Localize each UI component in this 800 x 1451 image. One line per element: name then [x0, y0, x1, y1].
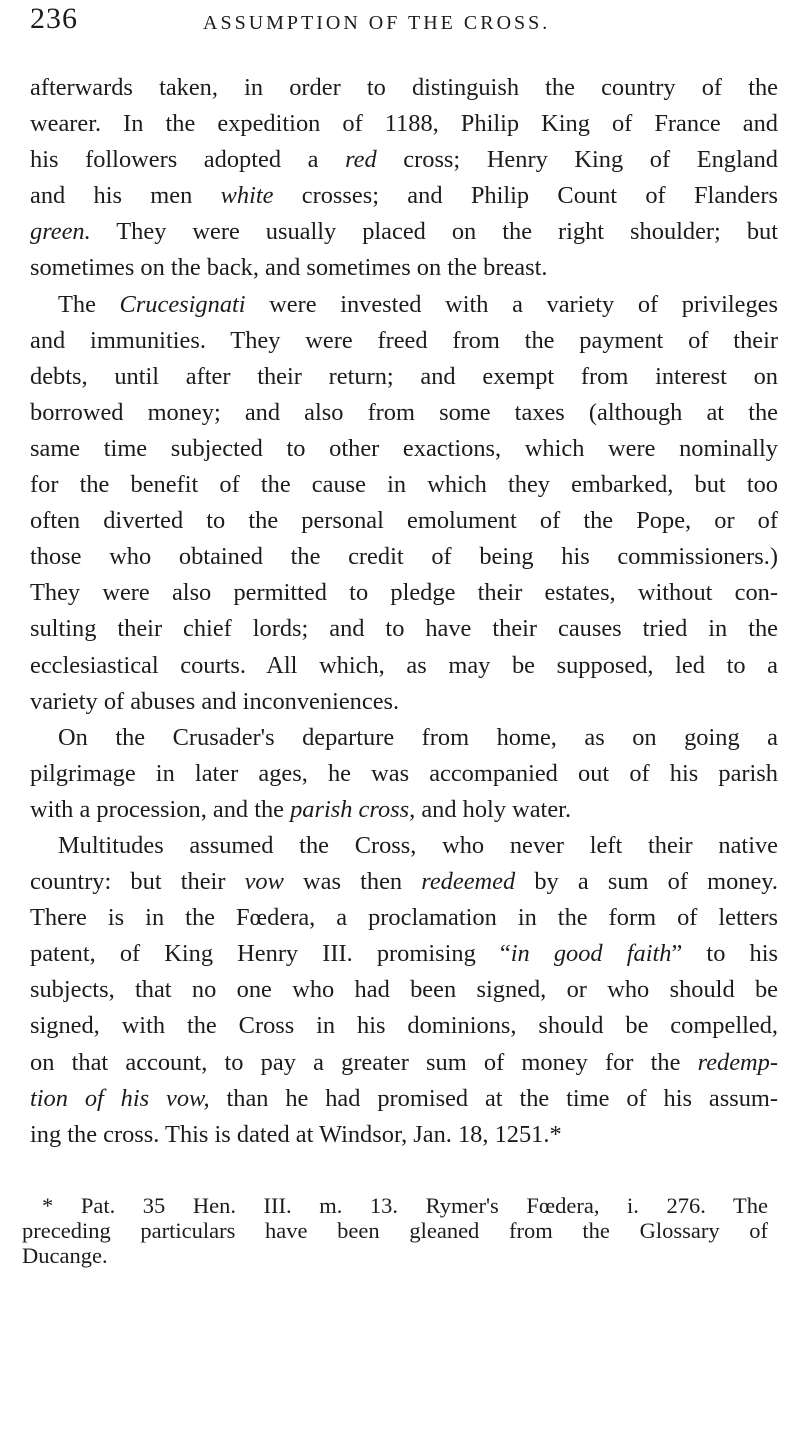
text-line: afterwards taken, in order to distinguish the country of the — [30, 74, 778, 101]
text-line: his followers adopted a red cross; Henry King of England — [30, 146, 778, 174]
text-line: signed, with the Cross in his dominions, should be compelled, — [30, 1012, 778, 1040]
text-line: pilgrimage in later ages, he was accompanied out of his parish — [30, 759, 778, 787]
page-header — [0, 0, 800, 50]
text-line: for the benefit of the cause in which they embarked, but too — [30, 471, 778, 499]
text-line: those who obtained the credit of being his commissioners.) — [30, 543, 778, 571]
text-line: debts, until after their return; and exempt from interest on — [30, 362, 778, 390]
text-line: sulting their chief lords; and to have their causes tried in the — [30, 615, 778, 643]
footnote-line: Ducange. — [22, 1243, 108, 1268]
text-line: There is in the Fœdera, a proclamation in the form of letters — [30, 904, 778, 932]
text-line: ing the cross. This is dated at Windsor, Jan. 18, 1251.* — [30, 1120, 562, 1148]
text-line: They were also permitted to pledge their estates, without con- — [30, 579, 778, 607]
body-text — [30, 70, 778, 1153]
footnote-line: preceding particulars have been gleaned from the Glossary of — [22, 1218, 768, 1243]
text-line: subjects, that no one who had been signed, or who should be — [30, 976, 778, 1004]
text-line: ecclesiastical courts. All which, as may be supposed, led to a — [30, 651, 778, 679]
text-line: on that account, to pay a greater sum of money for the redemp- — [30, 1048, 778, 1076]
text-line: The Crucesignati were invested with a variety of privileges — [58, 290, 778, 318]
text-line: patent, of King Henry III. promising “in good faith” to his — [30, 940, 778, 968]
text-line: green. They were usually placed on the right shoulder; but — [30, 218, 778, 246]
text-line: same time subjected to other exactions, which were nominally — [30, 434, 778, 462]
running-head: ASSUMPTION OF THE CROSS. — [203, 12, 551, 34]
text-line: Multitudes assumed the Cross, who never left their native — [58, 831, 778, 859]
text-line: and immunities. They were freed from the payment of their — [30, 326, 778, 354]
text-line: On the Crusader's departure from home, as on going a — [58, 723, 778, 751]
text-line: often diverted to the personal emolument of the Pope, or of — [30, 507, 778, 535]
text-line: country: but their vow was then redeemed by a sum of money. — [30, 868, 778, 896]
text-line: wearer. In the expedition of 1188, Philip King of France and — [30, 110, 778, 138]
text-line: and his men white crosses; and Philip Count of Flanders — [30, 182, 778, 210]
text-line: variety of abuses and inconveniences. — [30, 687, 400, 715]
text-line: borrowed money; and also from some taxes (although at the — [30, 398, 778, 426]
text-line: tion of his vow, than he had promised at the time of his assum- — [30, 1084, 778, 1112]
footnote — [22, 1193, 768, 1268]
page-number: 236 — [30, 2, 78, 35]
footnote-line: * Pat. 35 Hen. III. m. 13. Rymer's Fœdera, i. 276. The — [42, 1193, 768, 1218]
text-line: sometimes on the back, and sometimes on the breast. — [30, 254, 548, 282]
text-line: with a procession, and the parish cross, and holy water. — [30, 795, 572, 823]
